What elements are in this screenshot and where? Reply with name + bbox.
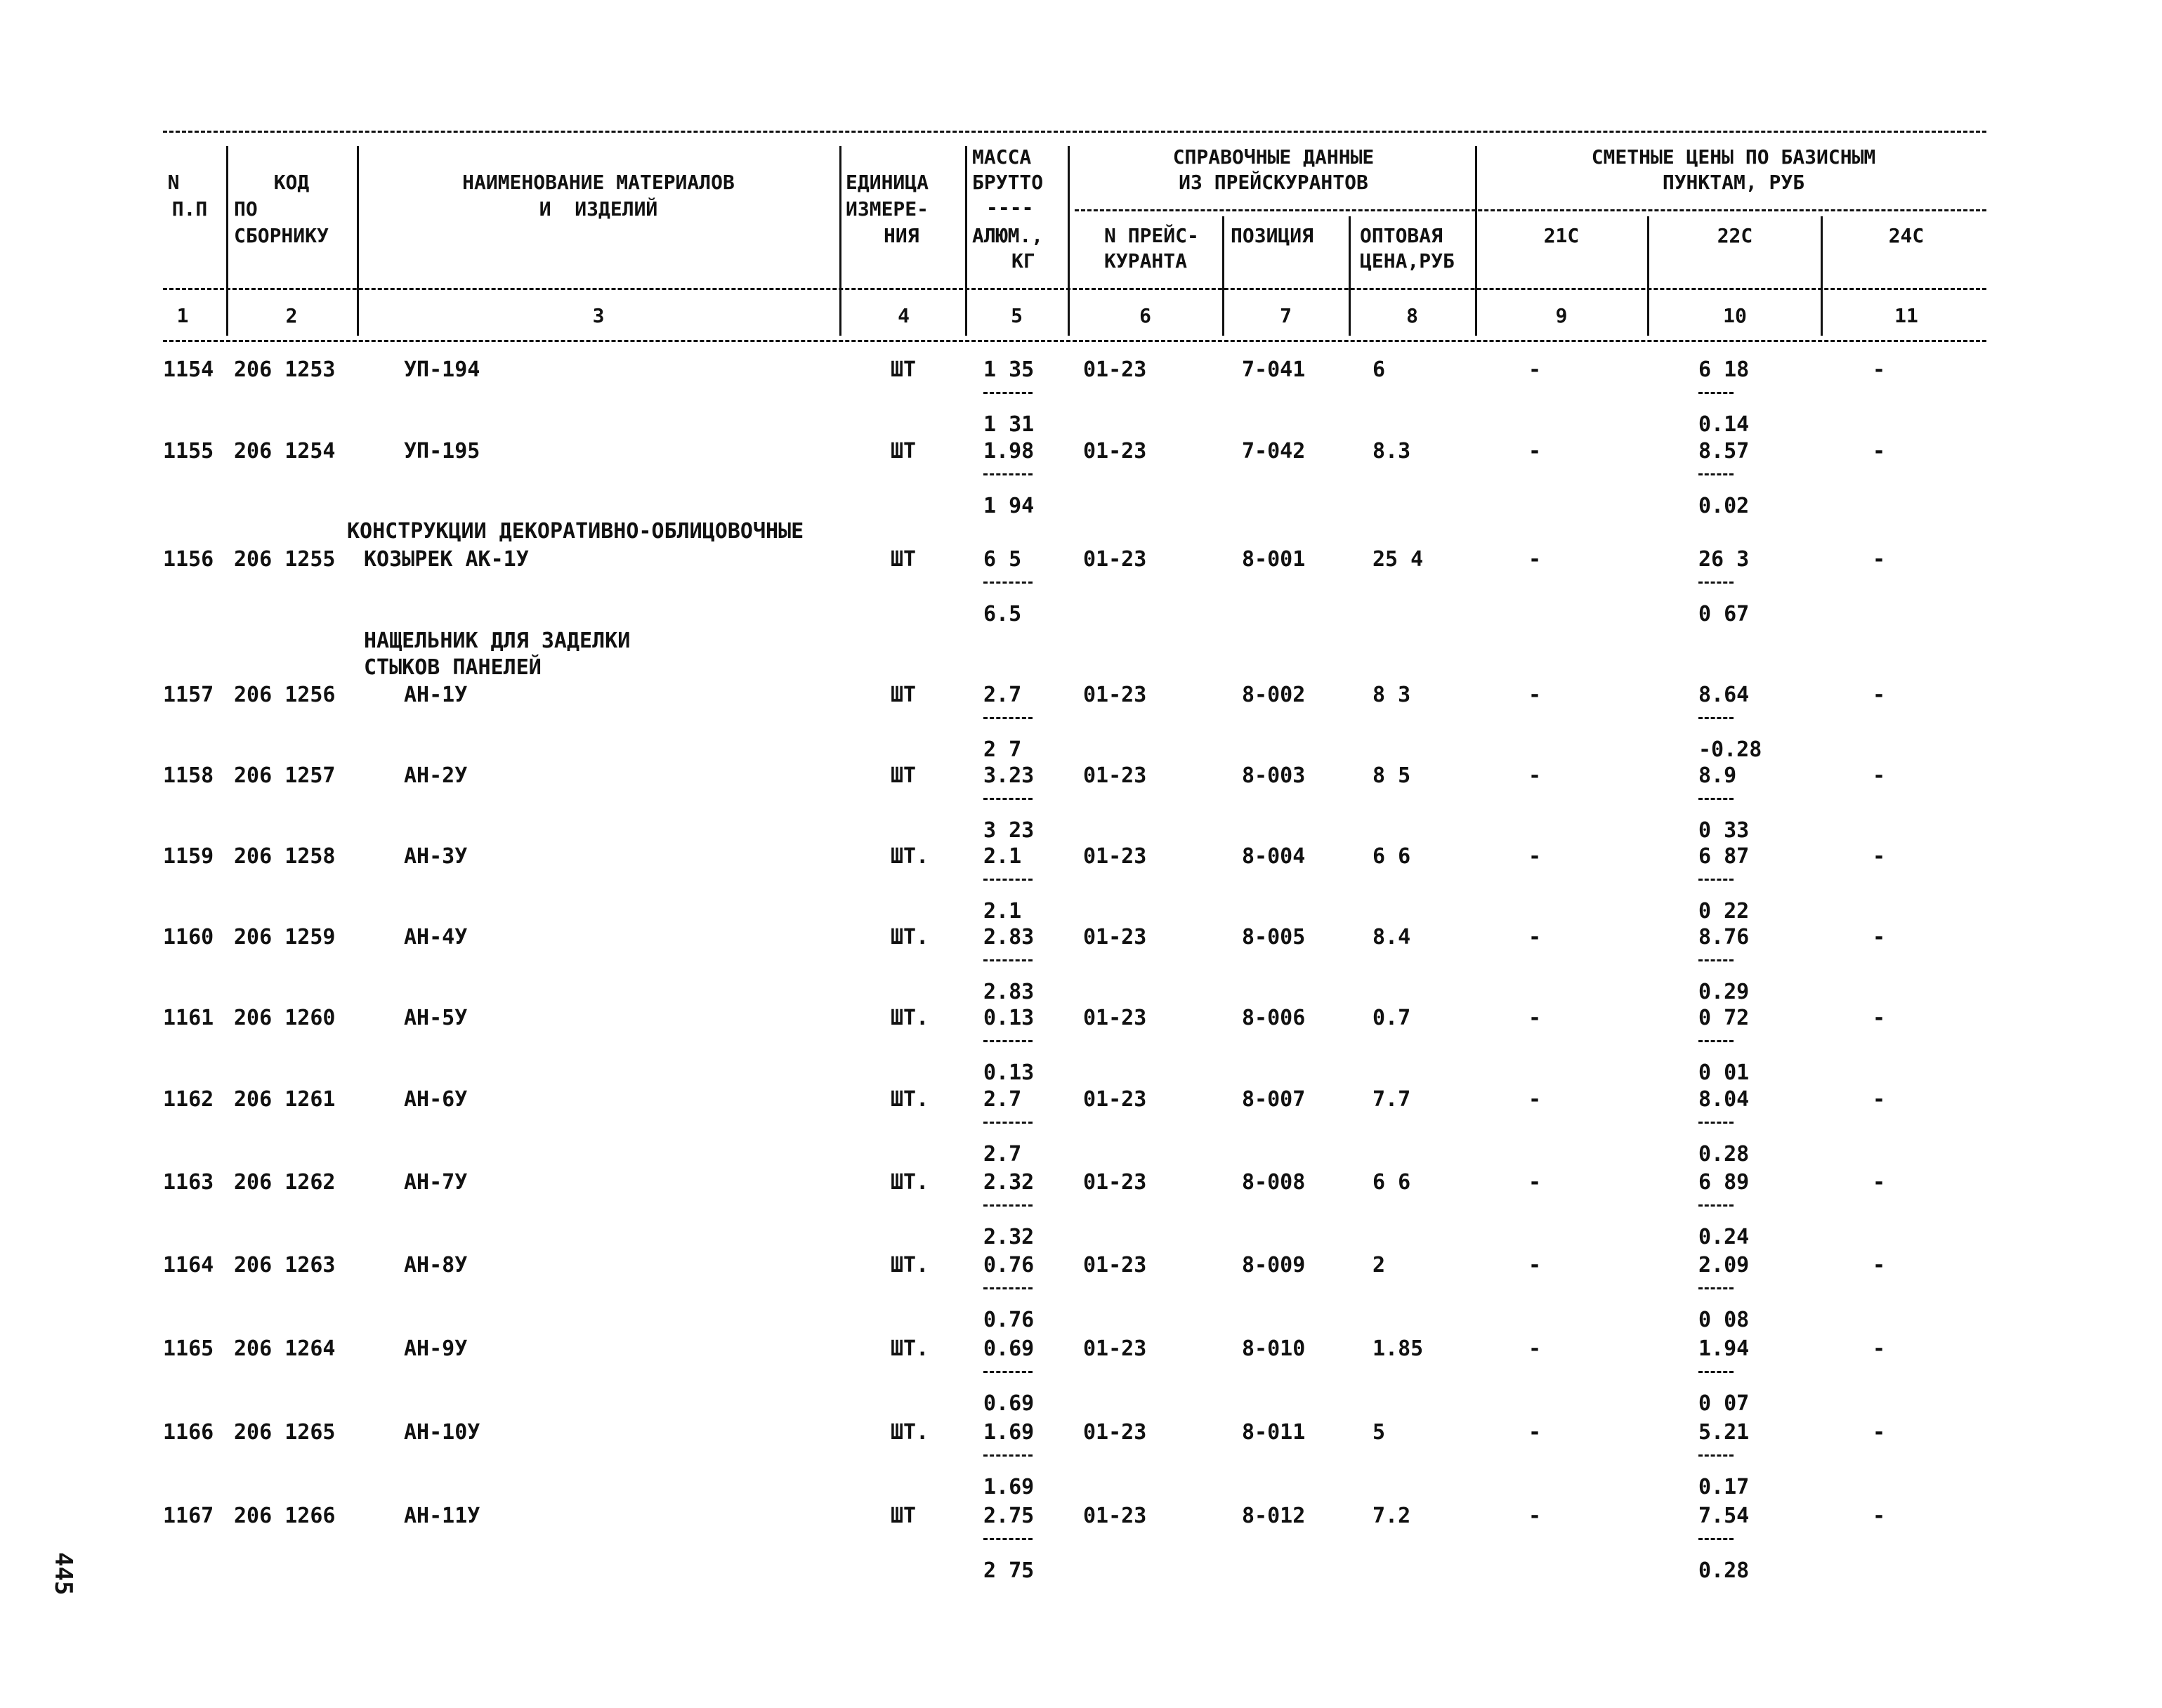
hdr-price-group-line1: СМЕТНЫЕ ЦЕНЫ ПО БАЗИСНЫМ [1591,145,1876,169]
col-sep-1 [226,146,228,336]
cell-position: 8-011 [1242,1420,1306,1445]
cell-name: АН-1У [404,683,468,707]
cell-price-24c: - [1873,1336,1886,1361]
cell-price-22c-sub: 0 33 [1698,818,1750,843]
hdr-col5-line1: МАССА [972,145,1032,169]
cell-unit: ШТ. [891,844,929,869]
cell-price-24c: - [1873,1087,1886,1112]
cell-position: 8-003 [1242,763,1306,788]
cell-mass: 2.83 [983,925,1035,950]
cell-price-list: 01-23 [1083,1504,1147,1528]
cell-code: 206 1262 [234,1170,336,1195]
cell-unit: ШТ. [891,1170,929,1195]
cell-price-list: 01-23 [1083,439,1147,464]
hdr-col2-line3: СБОРНИКУ [234,224,329,247]
cell-price-22c: 8.64 [1698,683,1750,707]
cell-price-list: 01-23 [1083,925,1147,950]
cell-price-21c: - [1528,547,1542,572]
price-fraction-line [1698,473,1734,475]
cell-price-22c-sub: 0.24 [1698,1225,1750,1249]
cell-unit: ШТ [891,439,917,464]
colnum-1: 1 [176,304,189,327]
cell-price-24c: - [1873,1006,1886,1030]
mass-fraction-line [983,879,1033,881]
mass-fraction-line [983,798,1033,800]
cell-price-22c-sub: 0.29 [1698,980,1750,1004]
col-sep-10 [1821,216,1823,336]
cell-mass-alum: 1 94 [983,494,1035,518]
cell-name: АН-4У [404,925,468,950]
hdr-col3-line1: НАИМЕНОВАНИЕ МАТЕРИАЛОВ [462,171,735,194]
cell-position: 8-012 [1242,1504,1306,1528]
hdr-col8-line2: ЦЕНА,РУБ [1360,249,1455,272]
cell-row-number: 1155 [163,439,214,464]
cell-mass-alum: 2.83 [983,980,1035,1004]
cell-mass-alum: 2.1 [983,899,1022,924]
cell-price-24c: - [1873,1253,1886,1277]
price-fraction-line [1698,717,1734,719]
cell-price-22c-sub: 0.28 [1698,1142,1750,1167]
cell-mass-alum: 1.69 [983,1475,1035,1499]
colnum-8: 8 [1406,304,1418,327]
cell-price-list: 01-23 [1083,1006,1147,1030]
cell-wholesale-price: 5 [1372,1420,1386,1445]
cell-unit: ШТ. [891,1087,929,1112]
cell-price-21c: - [1528,683,1542,707]
hdr-ref-group-line2: ИЗ ПРЕЙСКУРАНТОВ [1179,171,1368,194]
cell-mass-alum: 0.13 [983,1060,1035,1085]
header-mid-rule-a [1075,209,1986,211]
cell-price-22c: 8.9 [1698,763,1737,788]
hdr-ref-group-line1: СПРАВОЧНЫЕ ДАННЫЕ [1172,145,1375,169]
price-fraction-line [1698,1204,1734,1207]
cell-mass-alum: 2 7 [983,737,1022,762]
cell-unit: ШТ. [891,925,929,950]
cell-mass: 0.13 [983,1006,1035,1030]
section-title-decorative: КОНСТРУКЦИИ ДЕКОРАТИВНО-ОБЛИЦОВОЧНЫЕ [347,519,804,544]
cell-position: 7-041 [1242,357,1306,382]
cell-name: АН-3У [404,844,468,869]
mass-fraction-line [983,1040,1033,1042]
hdr-col5-line2: БРУТТО [972,171,1044,194]
price-fraction-line [1698,582,1734,584]
price-fraction-line [1698,1287,1734,1289]
cell-mass: 1.69 [983,1420,1035,1445]
mass-fraction-line [983,959,1033,961]
cell-price-list: 01-23 [1083,1170,1147,1195]
cell-price-list: 01-23 [1083,763,1147,788]
hdr-col10: 22С [1717,224,1753,247]
col-sep-3 [839,146,841,336]
hdr-col5-line3: АЛЮМ., [972,224,1044,247]
cell-wholesale-price: 6 6 [1372,1170,1411,1195]
price-fraction-line [1698,1454,1734,1457]
colnum-9: 9 [1555,304,1568,327]
cell-position: 8-009 [1242,1253,1306,1277]
cell-unit: ШТ [891,763,917,788]
col-sep-9 [1647,216,1649,336]
cell-code: 206 1261 [234,1087,336,1112]
cell-mass-alum: 2.7 [983,1142,1022,1167]
cell-row-number: 1161 [163,1006,214,1030]
mass-fraction-line [983,717,1033,719]
col-sep-8 [1475,146,1477,336]
cell-row-number: 1165 [163,1336,214,1361]
cell-unit: ШТ. [891,1420,929,1445]
cell-position: 7-042 [1242,439,1306,464]
cell-row-number: 1167 [163,1504,214,1528]
cell-mass-alum: 2 75 [983,1558,1035,1583]
cell-price-24c: - [1873,763,1886,788]
cell-price-list: 01-23 [1083,547,1147,572]
cell-mass-alum: 6.5 [983,602,1022,626]
cell-code: 206 1255 [234,547,336,572]
cell-price-22c-sub: 0 67 [1698,602,1750,626]
cell-price-24c: - [1873,357,1886,382]
price-fraction-line [1698,1122,1734,1124]
cell-name: АН-7У [404,1170,468,1195]
cell-wholesale-price: 7.2 [1372,1504,1411,1528]
cell-unit: ШТ. [891,1336,929,1361]
col-sep-2 [357,146,359,336]
cell-price-22c: 1.94 [1698,1336,1750,1361]
hdr-col9: 21С [1543,224,1580,247]
cell-price-21c: - [1528,1087,1542,1112]
cell-code: 206 1258 [234,844,336,869]
cell-mass: 1 35 [983,357,1035,382]
cell-wholesale-price: 2 [1372,1253,1386,1277]
cell-wholesale-price: 8.4 [1372,925,1411,950]
cell-price-22c: 8.04 [1698,1087,1750,1112]
cell-price-22c-sub: 0.17 [1698,1475,1750,1499]
cell-code: 206 1265 [234,1420,336,1445]
cell-code: 206 1254 [234,439,336,464]
cell-price-22c: 26 3 [1698,547,1750,572]
hdr-col4-line1: ЕДИНИЦА [846,171,929,194]
cell-price-22c: 5.21 [1698,1420,1750,1445]
cell-mass: 2.7 [983,683,1022,707]
cell-price-21c: - [1528,1504,1542,1528]
cell-mass: 1.98 [983,439,1035,464]
hdr-col4-line2: ИЗМЕРЕ- [846,197,929,221]
hdr-col2-line2: ПО [234,197,258,221]
col-sep-4 [965,146,967,336]
cell-mass: 6 5 [983,547,1022,572]
price-fraction-line [1698,879,1734,881]
mass-fraction-line [983,473,1033,475]
hdr-col11: 24С [1888,224,1925,247]
cell-price-24c: - [1873,683,1886,707]
hdr-col1-line1: N [167,171,180,194]
cell-position: 8-008 [1242,1170,1306,1195]
col-sep-6 [1222,216,1224,336]
colnum-5: 5 [1011,304,1023,327]
cell-price-list: 01-23 [1083,1087,1147,1112]
cell-mass: 2.7 [983,1087,1022,1112]
cell-name: АН-6У [404,1087,468,1112]
cell-code: 206 1259 [234,925,336,950]
col-sep-7 [1349,216,1351,336]
cell-price-22c: 8.76 [1698,925,1750,950]
cell-wholesale-price: 8 3 [1372,683,1411,707]
cell-mass: 2.1 [983,844,1022,869]
cell-price-22c: 0 72 [1698,1006,1750,1030]
cell-price-list: 01-23 [1083,1420,1147,1445]
cell-position: 8-001 [1242,547,1306,572]
cell-mass-alum: 2.32 [983,1225,1035,1249]
cell-price-22c-sub: 0 22 [1698,899,1750,924]
cell-wholesale-price: 25 4 [1372,547,1424,572]
cell-price-21c: - [1528,1006,1542,1030]
cell-price-22c: 2.09 [1698,1253,1750,1277]
cell-position: 8-004 [1242,844,1306,869]
mass-fraction-line [983,1371,1033,1373]
cell-price-22c-sub: 0.02 [1698,494,1750,518]
cell-code: 206 1253 [234,357,336,382]
page-number: 445 [49,1552,77,1596]
cell-price-24c: - [1873,1420,1886,1445]
cell-price-21c: - [1528,1336,1542,1361]
cell-position: 8-006 [1242,1006,1306,1030]
cell-price-24c: - [1873,547,1886,572]
cell-row-number: 1162 [163,1087,214,1112]
hdr-col7: ПОЗИЦИЯ [1231,224,1314,247]
cell-code: 206 1264 [234,1336,336,1361]
cell-price-21c: - [1528,925,1542,950]
cell-name: УП-194 [404,357,480,382]
cell-mass: 0.69 [983,1336,1035,1361]
cell-name: АН-2У [404,763,468,788]
cell-price-22c: 6 87 [1698,844,1750,869]
cell-price-list: 01-23 [1083,683,1147,707]
cell-price-22c: 6 18 [1698,357,1750,382]
cell-unit: ШТ. [891,1253,929,1277]
cell-name: УП-195 [404,439,480,464]
cell-price-22c: 8.57 [1698,439,1750,464]
cell-row-number: 1160 [163,925,214,950]
cell-wholesale-price: 8.3 [1372,439,1411,464]
cell-name: АН-11У [404,1504,480,1528]
cell-price-24c: - [1873,925,1886,950]
cell-name: АН-8У [404,1253,468,1277]
cell-row-number: 1164 [163,1253,214,1277]
colnum-11: 11 [1894,304,1918,327]
cell-mass-alum: 1 31 [983,412,1035,437]
cell-position: 8-007 [1242,1087,1306,1112]
cell-price-22c: 7.54 [1698,1504,1750,1528]
cell-code: 206 1257 [234,763,336,788]
cell-price-list: 01-23 [1083,357,1147,382]
cell-wholesale-price: 8 5 [1372,763,1411,788]
colnum-7: 7 [1280,304,1292,327]
mass-fraction-line [983,1538,1033,1540]
price-fraction-line [1698,959,1734,961]
cell-wholesale-price: 7.7 [1372,1087,1411,1112]
cell-wholesale-price: 1.85 [1372,1336,1424,1361]
cell-row-number: 1163 [163,1170,214,1195]
cell-position: 8-002 [1242,683,1306,707]
cell-row-number: 1154 [163,357,214,382]
cell-code: 206 1266 [234,1504,336,1528]
numbers-bottom-rule [163,340,1986,342]
colnum-6: 6 [1139,304,1151,327]
cell-mass: 3.23 [983,763,1035,788]
price-fraction-line [1698,798,1734,800]
cell-price-21c: - [1528,439,1542,464]
cell-unit: ШТ [891,683,917,707]
cell-row-number: 1158 [163,763,214,788]
cell-price-24c: - [1873,439,1886,464]
cell-price-21c: - [1528,1420,1542,1445]
cell-position: 8-010 [1242,1336,1306,1361]
cell-name: АН-10У [404,1420,480,1445]
cell-unit: ШТ [891,547,917,572]
cell-mass: 2.32 [983,1170,1035,1195]
cell-wholesale-price: 0.7 [1372,1006,1411,1030]
section-title-nasch-line2: СТЫКОВ ПАНЕЛЕЙ [364,655,542,680]
colnum-3: 3 [592,304,605,327]
cell-name: АН-5У [404,1006,468,1030]
cell-mass: 0.76 [983,1253,1035,1277]
header-bottom-rule [163,288,1986,290]
cell-wholesale-price: 6 6 [1372,844,1411,869]
cell-price-22c-sub: 0 08 [1698,1308,1750,1332]
hdr-col5-line4: КГ [1011,249,1035,272]
cell-price-21c: - [1528,763,1542,788]
cell-unit: ШТ [891,1504,917,1528]
price-fraction-line [1698,1040,1734,1042]
cell-price-21c: - [1528,1253,1542,1277]
col-sep-5 [1068,146,1070,336]
cell-price-list: 01-23 [1083,1336,1147,1361]
cell-row-number: 1159 [163,844,214,869]
cell-position: 8-005 [1242,925,1306,950]
cell-unit: ШТ. [891,1006,929,1030]
cell-row-number: 1156 [163,547,214,572]
hdr-col8-line1: ОПТОВАЯ [1360,224,1443,247]
cell-mass-alum: 0.69 [983,1391,1035,1416]
cell-price-24c: - [1873,1170,1886,1195]
cell-price-22c-sub: 0.28 [1698,1558,1750,1583]
mass-fraction-line [983,582,1033,584]
cell-unit: ШТ [891,357,917,382]
price-fraction-line [1698,1371,1734,1373]
cell-price-24c: - [1873,1504,1886,1528]
cell-row-number: 1157 [163,683,214,707]
price-fraction-line [1698,1538,1734,1540]
cell-name: КОЗЫРЕК АК-1У [364,547,529,572]
hdr-col4-line3: НИЯ [884,224,919,247]
cell-price-22c-sub: 0 01 [1698,1060,1750,1085]
hdr-col3-line2: И ИЗДЕЛИЙ [539,197,658,221]
cell-price-list: 01-23 [1083,1253,1147,1277]
hdr-col6-line1: N ПРЕЙС- [1104,224,1199,247]
mass-fraction-line [983,392,1033,394]
cell-row-number: 1166 [163,1420,214,1445]
price-fraction-line [1698,392,1734,394]
cell-price-22c-sub: 0 07 [1698,1391,1750,1416]
hdr-price-group-line2: ПУНКТАМ, РУБ [1662,171,1805,194]
cell-price-21c: - [1528,1170,1542,1195]
cell-price-21c: - [1528,357,1542,382]
cell-mass-alum: 3 23 [983,818,1035,843]
hdr-col1-line2: П.П [171,197,208,221]
cell-mass-alum: 0.76 [983,1308,1035,1332]
header-top-rule [163,131,1986,133]
mass-fraction-line [983,1287,1033,1289]
cell-wholesale-price: 6 [1372,357,1386,382]
mass-fraction-line [983,1204,1033,1207]
colnum-2: 2 [285,304,298,327]
colnum-10: 10 [1723,304,1747,327]
cell-code: 206 1260 [234,1006,336,1030]
section-title-nasch-line1: НАЩЕЛЬНИК ДЛЯ ЗАДЕЛКИ [364,629,631,653]
cell-code: 206 1263 [234,1253,336,1277]
cell-price-list: 01-23 [1083,844,1147,869]
colnum-4: 4 [898,304,910,327]
mass-fraction-line [983,1122,1033,1124]
hdr-col5-sep: ---- [986,196,1034,219]
cell-code: 206 1256 [234,683,336,707]
cell-price-21c: - [1528,844,1542,869]
hdr-col6-line2: КУРАНТА [1104,249,1188,272]
cell-price-22c-sub: 0.14 [1698,412,1750,437]
cell-price-22c: 6 89 [1698,1170,1750,1195]
hdr-col2-line1: КОД [273,171,310,194]
cell-name: АН-9У [404,1336,468,1361]
cell-mass: 2.75 [983,1504,1035,1528]
cell-price-24c: - [1873,844,1886,869]
cell-price-22c-sub: -0.28 [1698,737,1762,762]
mass-fraction-line [983,1454,1033,1457]
